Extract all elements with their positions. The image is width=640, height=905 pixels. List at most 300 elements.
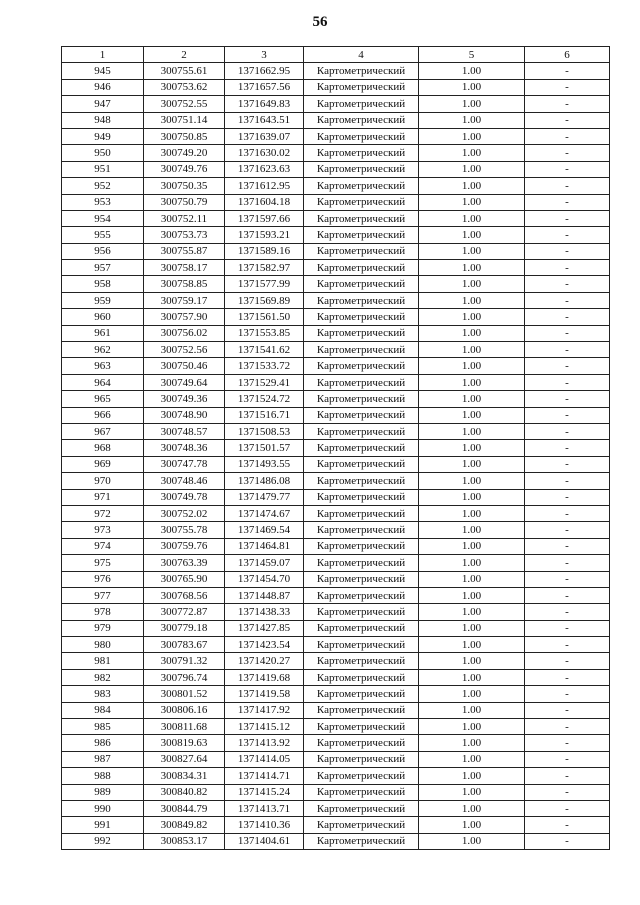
note-cell: - xyxy=(525,178,610,194)
method-cell: Картометрический xyxy=(304,210,419,226)
x-coordinate-cell: 300755.87 xyxy=(144,243,225,259)
table-row xyxy=(62,538,610,554)
method-cell: Картометрический xyxy=(304,751,419,767)
method-cell: Картометрический xyxy=(304,505,419,521)
y-coordinate-cell: 1371508.53 xyxy=(225,423,304,439)
point-number-cell: 956 xyxy=(62,243,144,259)
table-row xyxy=(62,407,610,423)
accuracy-cell: 1.00 xyxy=(419,489,525,505)
x-coordinate-cell: 300849.82 xyxy=(144,817,225,833)
table-row xyxy=(62,112,610,128)
x-coordinate-cell: 300801.52 xyxy=(144,686,225,702)
table-row xyxy=(62,768,610,784)
note-cell: - xyxy=(525,719,610,735)
table-row xyxy=(62,800,610,816)
y-coordinate-cell: 1371417.92 xyxy=(225,702,304,718)
accuracy-cell: 1.00 xyxy=(419,751,525,767)
point-number-cell: 954 xyxy=(62,210,144,226)
point-number-cell: 974 xyxy=(62,538,144,554)
x-coordinate-cell: 300840.82 xyxy=(144,784,225,800)
table-row xyxy=(62,833,610,849)
accuracy-cell: 1.00 xyxy=(419,768,525,784)
note-cell: - xyxy=(525,653,610,669)
y-coordinate-cell: 1371486.08 xyxy=(225,473,304,489)
x-coordinate-cell: 300749.76 xyxy=(144,161,225,177)
point-number-cell: 961 xyxy=(62,325,144,341)
table-row xyxy=(62,391,610,407)
accuracy-cell: 1.00 xyxy=(419,358,525,374)
table-row xyxy=(62,325,610,341)
accuracy-cell: 1.00 xyxy=(419,473,525,489)
method-cell: Картометрический xyxy=(304,260,419,276)
table-row xyxy=(62,374,610,390)
note-cell: - xyxy=(525,587,610,603)
y-coordinate-cell: 1371419.68 xyxy=(225,669,304,685)
method-cell: Картометрический xyxy=(304,702,419,718)
x-coordinate-cell: 300759.76 xyxy=(144,538,225,554)
table-row xyxy=(62,784,610,800)
y-coordinate-cell: 1371604.18 xyxy=(225,194,304,210)
x-coordinate-cell: 300763.39 xyxy=(144,555,225,571)
y-coordinate-cell: 1371524.72 xyxy=(225,391,304,407)
note-cell: - xyxy=(525,309,610,325)
method-cell: Картометрический xyxy=(304,292,419,308)
point-number-cell: 953 xyxy=(62,194,144,210)
accuracy-cell: 1.00 xyxy=(419,309,525,325)
point-number-cell: 946 xyxy=(62,79,144,95)
column-header: 3 xyxy=(225,47,304,63)
table-row xyxy=(62,79,610,95)
note-cell: - xyxy=(525,243,610,259)
point-number-cell: 985 xyxy=(62,719,144,735)
table-row xyxy=(62,604,610,620)
point-number-cell: 971 xyxy=(62,489,144,505)
point-number-cell: 964 xyxy=(62,374,144,390)
point-number-cell: 950 xyxy=(62,145,144,161)
note-cell: - xyxy=(525,276,610,292)
accuracy-cell: 1.00 xyxy=(419,128,525,144)
method-cell: Картометрический xyxy=(304,522,419,538)
note-cell: - xyxy=(525,473,610,489)
x-coordinate-cell: 300755.61 xyxy=(144,63,225,79)
column-header: 5 xyxy=(419,47,525,63)
method-cell: Картометрический xyxy=(304,227,419,243)
note-cell: - xyxy=(525,391,610,407)
accuracy-cell: 1.00 xyxy=(419,735,525,751)
note-cell: - xyxy=(525,227,610,243)
y-coordinate-cell: 1371415.24 xyxy=(225,784,304,800)
note-cell: - xyxy=(525,210,610,226)
accuracy-cell: 1.00 xyxy=(419,587,525,603)
point-number-cell: 958 xyxy=(62,276,144,292)
accuracy-cell: 1.00 xyxy=(419,407,525,423)
point-number-cell: 989 xyxy=(62,784,144,800)
accuracy-cell: 1.00 xyxy=(419,260,525,276)
accuracy-cell: 1.00 xyxy=(419,686,525,702)
y-coordinate-cell: 1371464.81 xyxy=(225,538,304,554)
note-cell: - xyxy=(525,505,610,521)
note-cell: - xyxy=(525,161,610,177)
table-row xyxy=(62,473,610,489)
table-row xyxy=(62,505,610,521)
y-coordinate-cell: 1371623.63 xyxy=(225,161,304,177)
table-row xyxy=(62,423,610,439)
accuracy-cell: 1.00 xyxy=(419,276,525,292)
page-number: 56 xyxy=(312,14,328,30)
point-number-cell: 959 xyxy=(62,292,144,308)
note-cell: - xyxy=(525,374,610,390)
y-coordinate-cell: 1371438.33 xyxy=(225,604,304,620)
table-row xyxy=(62,63,610,79)
point-number-cell: 983 xyxy=(62,686,144,702)
method-cell: Картометрический xyxy=(304,145,419,161)
accuracy-cell: 1.00 xyxy=(419,604,525,620)
y-coordinate-cell: 1371427.85 xyxy=(225,620,304,636)
point-number-cell: 949 xyxy=(62,128,144,144)
y-coordinate-cell: 1371413.92 xyxy=(225,735,304,751)
note-cell: - xyxy=(525,800,610,816)
accuracy-cell: 1.00 xyxy=(419,653,525,669)
y-coordinate-cell: 1371501.57 xyxy=(225,440,304,456)
table-row xyxy=(62,178,610,194)
accuracy-cell: 1.00 xyxy=(419,620,525,636)
note-cell: - xyxy=(525,669,610,685)
accuracy-cell: 1.00 xyxy=(419,817,525,833)
method-cell: Картометрический xyxy=(304,96,419,112)
note-cell: - xyxy=(525,292,610,308)
method-cell: Картометрический xyxy=(304,276,419,292)
method-cell: Картометрический xyxy=(304,768,419,784)
point-number-cell: 965 xyxy=(62,391,144,407)
x-coordinate-cell: 300756.02 xyxy=(144,325,225,341)
x-coordinate-cell: 300749.64 xyxy=(144,374,225,390)
accuracy-cell: 1.00 xyxy=(419,456,525,472)
table-row xyxy=(62,342,610,358)
x-coordinate-cell: 300753.62 xyxy=(144,79,225,95)
table-row xyxy=(62,440,610,456)
x-coordinate-cell: 300751.14 xyxy=(144,112,225,128)
table-row xyxy=(62,522,610,538)
table-row xyxy=(62,735,610,751)
note-cell: - xyxy=(525,194,610,210)
x-coordinate-cell: 300827.64 xyxy=(144,751,225,767)
table-row xyxy=(62,719,610,735)
y-coordinate-cell: 1371459.07 xyxy=(225,555,304,571)
column-header: 4 xyxy=(304,47,419,63)
y-coordinate-cell: 1371410.36 xyxy=(225,817,304,833)
point-number-cell: 980 xyxy=(62,637,144,653)
method-cell: Картометрический xyxy=(304,79,419,95)
point-number-cell: 972 xyxy=(62,505,144,521)
accuracy-cell: 1.00 xyxy=(419,719,525,735)
accuracy-cell: 1.00 xyxy=(419,145,525,161)
column-header: 6 xyxy=(525,47,610,63)
method-cell: Картометрический xyxy=(304,735,419,751)
method-cell: Картометрический xyxy=(304,833,419,849)
accuracy-cell: 1.00 xyxy=(419,161,525,177)
method-cell: Картометрический xyxy=(304,473,419,489)
note-cell: - xyxy=(525,440,610,456)
method-cell: Картометрический xyxy=(304,604,419,620)
note-cell: - xyxy=(525,604,610,620)
point-number-cell: 984 xyxy=(62,702,144,718)
point-number-cell: 992 xyxy=(62,833,144,849)
table-row xyxy=(62,456,610,472)
note-cell: - xyxy=(525,637,610,653)
y-coordinate-cell: 1371414.71 xyxy=(225,768,304,784)
y-coordinate-cell: 1371415.12 xyxy=(225,719,304,735)
point-number-cell: 979 xyxy=(62,620,144,636)
accuracy-cell: 1.00 xyxy=(419,555,525,571)
note-cell: - xyxy=(525,456,610,472)
point-number-cell: 988 xyxy=(62,768,144,784)
table-header-row xyxy=(62,47,610,63)
note-cell: - xyxy=(525,489,610,505)
x-coordinate-cell: 300749.36 xyxy=(144,391,225,407)
table-row xyxy=(62,489,610,505)
note-cell: - xyxy=(525,423,610,439)
point-number-cell: 945 xyxy=(62,63,144,79)
method-cell: Картометрический xyxy=(304,112,419,128)
note-cell: - xyxy=(525,735,610,751)
table-row xyxy=(62,292,610,308)
x-coordinate-cell: 300747.78 xyxy=(144,456,225,472)
x-coordinate-cell: 300765.90 xyxy=(144,571,225,587)
accuracy-cell: 1.00 xyxy=(419,194,525,210)
method-cell: Картометрический xyxy=(304,571,419,587)
y-coordinate-cell: 1371529.41 xyxy=(225,374,304,390)
accuracy-cell: 1.00 xyxy=(419,391,525,407)
note-cell: - xyxy=(525,620,610,636)
note-cell: - xyxy=(525,522,610,538)
x-coordinate-cell: 300853.17 xyxy=(144,833,225,849)
x-coordinate-cell: 300752.56 xyxy=(144,342,225,358)
y-coordinate-cell: 1371589.16 xyxy=(225,243,304,259)
point-number-cell: 987 xyxy=(62,751,144,767)
y-coordinate-cell: 1371657.56 xyxy=(225,79,304,95)
x-coordinate-cell: 300791.32 xyxy=(144,653,225,669)
y-coordinate-cell: 1371493.55 xyxy=(225,456,304,472)
x-coordinate-cell: 300749.20 xyxy=(144,145,225,161)
x-coordinate-cell: 300750.46 xyxy=(144,358,225,374)
y-coordinate-cell: 1371612.95 xyxy=(225,178,304,194)
table-row xyxy=(62,309,610,325)
method-cell: Картометрический xyxy=(304,653,419,669)
method-cell: Картометрический xyxy=(304,489,419,505)
y-coordinate-cell: 1371541.62 xyxy=(225,342,304,358)
table-row xyxy=(62,587,610,603)
x-coordinate-cell: 300748.57 xyxy=(144,423,225,439)
column-header: 1 xyxy=(62,47,144,63)
y-coordinate-cell: 1371533.72 xyxy=(225,358,304,374)
method-cell: Картометрический xyxy=(304,686,419,702)
table-row xyxy=(62,243,610,259)
accuracy-cell: 1.00 xyxy=(419,342,525,358)
table-row xyxy=(62,161,610,177)
point-number-cell: 977 xyxy=(62,587,144,603)
y-coordinate-cell: 1371448.87 xyxy=(225,587,304,603)
note-cell: - xyxy=(525,768,610,784)
point-number-cell: 975 xyxy=(62,555,144,571)
method-cell: Картометрический xyxy=(304,161,419,177)
point-number-cell: 978 xyxy=(62,604,144,620)
x-coordinate-cell: 300750.35 xyxy=(144,178,225,194)
method-cell: Картометрический xyxy=(304,342,419,358)
accuracy-cell: 1.00 xyxy=(419,800,525,816)
method-cell: Картометрический xyxy=(304,719,419,735)
table-row xyxy=(62,637,610,653)
y-coordinate-cell: 1371404.61 xyxy=(225,833,304,849)
accuracy-cell: 1.00 xyxy=(419,538,525,554)
x-coordinate-cell: 300748.36 xyxy=(144,440,225,456)
accuracy-cell: 1.00 xyxy=(419,571,525,587)
accuracy-cell: 1.00 xyxy=(419,833,525,849)
method-cell: Картометрический xyxy=(304,440,419,456)
y-coordinate-cell: 1371662.95 xyxy=(225,63,304,79)
note-cell: - xyxy=(525,833,610,849)
column-header: 2 xyxy=(144,47,225,63)
point-number-cell: 952 xyxy=(62,178,144,194)
table-row xyxy=(62,653,610,669)
y-coordinate-cell: 1371420.27 xyxy=(225,653,304,669)
x-coordinate-cell: 300772.87 xyxy=(144,604,225,620)
table-row xyxy=(62,751,610,767)
x-coordinate-cell: 300844.79 xyxy=(144,800,225,816)
accuracy-cell: 1.00 xyxy=(419,702,525,718)
note-cell: - xyxy=(525,325,610,341)
y-coordinate-cell: 1371474.67 xyxy=(225,505,304,521)
y-coordinate-cell: 1371577.99 xyxy=(225,276,304,292)
y-coordinate-cell: 1371569.89 xyxy=(225,292,304,308)
accuracy-cell: 1.00 xyxy=(419,227,525,243)
note-cell: - xyxy=(525,407,610,423)
note-cell: - xyxy=(525,260,610,276)
method-cell: Картометрический xyxy=(304,194,419,210)
accuracy-cell: 1.00 xyxy=(419,63,525,79)
accuracy-cell: 1.00 xyxy=(419,374,525,390)
y-coordinate-cell: 1371597.66 xyxy=(225,210,304,226)
table-row xyxy=(62,669,610,685)
accuracy-cell: 1.00 xyxy=(419,440,525,456)
x-coordinate-cell: 300752.55 xyxy=(144,96,225,112)
note-cell: - xyxy=(525,784,610,800)
x-coordinate-cell: 300753.73 xyxy=(144,227,225,243)
point-number-cell: 991 xyxy=(62,817,144,833)
x-coordinate-cell: 300758.85 xyxy=(144,276,225,292)
method-cell: Картометрический xyxy=(304,309,419,325)
table-row xyxy=(62,96,610,112)
table-row xyxy=(62,194,610,210)
point-number-cell: 962 xyxy=(62,342,144,358)
x-coordinate-cell: 300759.17 xyxy=(144,292,225,308)
point-number-cell: 970 xyxy=(62,473,144,489)
method-cell: Картометрический xyxy=(304,178,419,194)
table-row xyxy=(62,555,610,571)
method-cell: Картометрический xyxy=(304,538,419,554)
x-coordinate-cell: 300806.16 xyxy=(144,702,225,718)
y-coordinate-cell: 1371593.21 xyxy=(225,227,304,243)
note-cell: - xyxy=(525,112,610,128)
point-number-cell: 981 xyxy=(62,653,144,669)
table-row xyxy=(62,686,610,702)
method-cell: Картометрический xyxy=(304,669,419,685)
point-number-cell: 955 xyxy=(62,227,144,243)
method-cell: Картометрический xyxy=(304,555,419,571)
point-number-cell: 948 xyxy=(62,112,144,128)
method-cell: Картометрический xyxy=(304,620,419,636)
point-number-cell: 966 xyxy=(62,407,144,423)
table-row xyxy=(62,128,610,144)
note-cell: - xyxy=(525,342,610,358)
table-row xyxy=(62,260,610,276)
y-coordinate-cell: 1371516.71 xyxy=(225,407,304,423)
accuracy-cell: 1.00 xyxy=(419,505,525,521)
method-cell: Картометрический xyxy=(304,358,419,374)
y-coordinate-cell: 1371423.54 xyxy=(225,637,304,653)
point-number-cell: 947 xyxy=(62,96,144,112)
y-coordinate-cell: 1371553.85 xyxy=(225,325,304,341)
method-cell: Картометрический xyxy=(304,456,419,472)
x-coordinate-cell: 300768.56 xyxy=(144,587,225,603)
method-cell: Картометрический xyxy=(304,128,419,144)
accuracy-cell: 1.00 xyxy=(419,292,525,308)
y-coordinate-cell: 1371414.05 xyxy=(225,751,304,767)
point-number-cell: 963 xyxy=(62,358,144,374)
x-coordinate-cell: 300819.63 xyxy=(144,735,225,751)
y-coordinate-cell: 1371630.02 xyxy=(225,145,304,161)
x-coordinate-cell: 300811.68 xyxy=(144,719,225,735)
note-cell: - xyxy=(525,817,610,833)
note-cell: - xyxy=(525,358,610,374)
accuracy-cell: 1.00 xyxy=(419,522,525,538)
note-cell: - xyxy=(525,79,610,95)
y-coordinate-cell: 1371419.58 xyxy=(225,686,304,702)
x-coordinate-cell: 300755.78 xyxy=(144,522,225,538)
table-row xyxy=(62,817,610,833)
point-number-cell: 982 xyxy=(62,669,144,685)
x-coordinate-cell: 300748.46 xyxy=(144,473,225,489)
point-number-cell: 969 xyxy=(62,456,144,472)
table-row xyxy=(62,358,610,374)
y-coordinate-cell: 1371582.97 xyxy=(225,260,304,276)
x-coordinate-cell: 300834.31 xyxy=(144,768,225,784)
point-number-cell: 986 xyxy=(62,735,144,751)
x-coordinate-cell: 300758.17 xyxy=(144,260,225,276)
table-row xyxy=(62,620,610,636)
note-cell: - xyxy=(525,555,610,571)
method-cell: Картометрический xyxy=(304,243,419,259)
accuracy-cell: 1.00 xyxy=(419,243,525,259)
accuracy-cell: 1.00 xyxy=(419,178,525,194)
table-row xyxy=(62,145,610,161)
accuracy-cell: 1.00 xyxy=(419,112,525,128)
note-cell: - xyxy=(525,96,610,112)
method-cell: Картометрический xyxy=(304,817,419,833)
note-cell: - xyxy=(525,702,610,718)
y-coordinate-cell: 1371454.70 xyxy=(225,571,304,587)
accuracy-cell: 1.00 xyxy=(419,325,525,341)
table-row xyxy=(62,276,610,292)
y-coordinate-cell: 1371469.54 xyxy=(225,522,304,538)
method-cell: Картометрический xyxy=(304,325,419,341)
x-coordinate-cell: 300757.90 xyxy=(144,309,225,325)
method-cell: Картометрический xyxy=(304,423,419,439)
note-cell: - xyxy=(525,751,610,767)
x-coordinate-cell: 300783.67 xyxy=(144,637,225,653)
x-coordinate-cell: 300750.85 xyxy=(144,128,225,144)
y-coordinate-cell: 1371479.77 xyxy=(225,489,304,505)
note-cell: - xyxy=(525,686,610,702)
